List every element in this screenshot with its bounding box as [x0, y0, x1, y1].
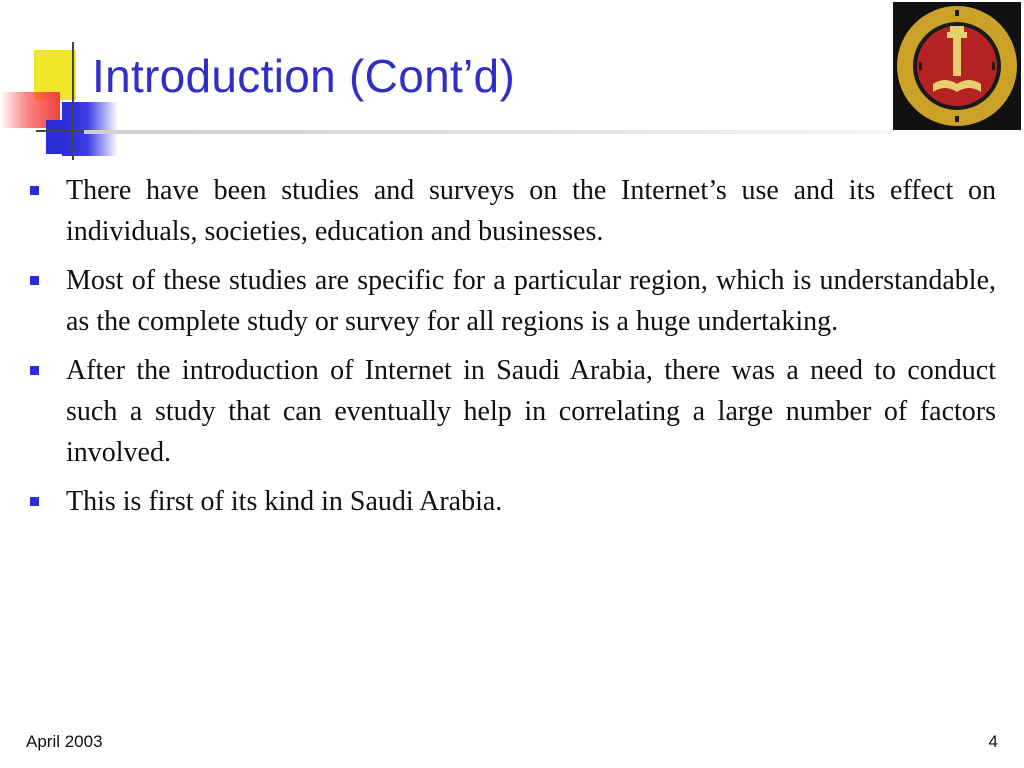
- footer-date: April 2003: [26, 732, 103, 751]
- list-item: [26, 260, 996, 342]
- list-item: [26, 350, 996, 473]
- square-bullet-icon: [30, 186, 39, 195]
- list-item: [26, 170, 996, 252]
- bullet-text: This is first of its kind in Saudi Arabia.: [66, 486, 503, 517]
- square-bullet-icon: [30, 276, 39, 285]
- page-number: 4: [988, 732, 998, 751]
- title-underline: [84, 130, 894, 134]
- list-item: [26, 481, 996, 522]
- vertical-line: [72, 42, 74, 160]
- university-logo: [893, 2, 1021, 130]
- bullet-list-container: [26, 170, 996, 530]
- bullet-text: There have been studies and surveys on the Internet’s use and its effect on individuals, societies, education and businesses.: [66, 175, 996, 247]
- bullet-list: [26, 170, 996, 522]
- slide-title: Introduction (Cont’d): [92, 50, 516, 102]
- bullet-text: After the introduction of Internet in Saudi Arabia, there was a need to conduct such a study that can eventually help in correlating a large number of factors involved.: [66, 355, 996, 468]
- bullet-text: Most of these studies are specific for a particular region, which is understandable, as the complete study or survey for all regions is a huge undertaking.: [66, 265, 996, 337]
- square-bullet-icon: [30, 366, 39, 375]
- square-bullet-icon: [30, 497, 39, 506]
- blue-gradient-square: [62, 102, 118, 156]
